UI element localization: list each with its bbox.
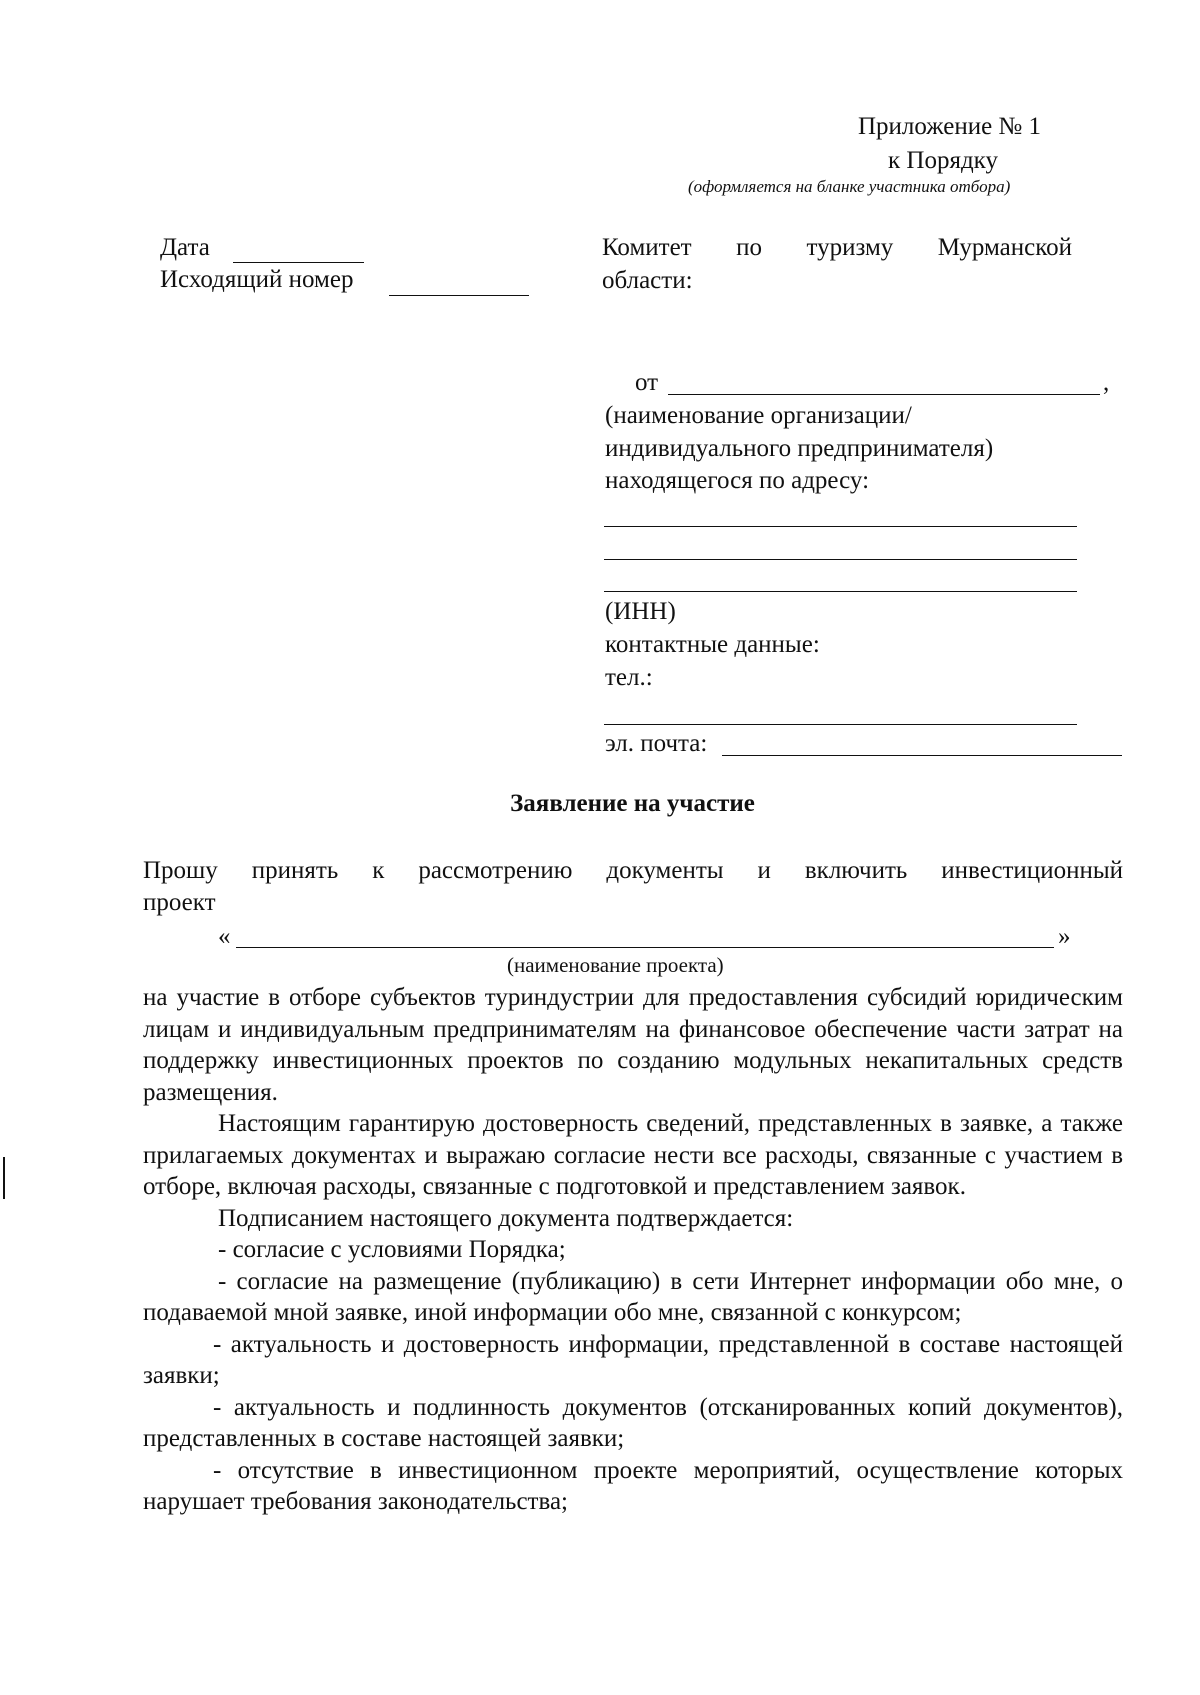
comma: , xyxy=(1103,369,1110,396)
quote-close: » xyxy=(1058,923,1071,950)
list-item: - согласие с условиями Порядка; xyxy=(218,1236,566,1263)
project-name-line[interactable] xyxy=(236,947,1054,948)
address-line-3[interactable] xyxy=(604,591,1077,592)
contacts-label: контактные данные: xyxy=(605,631,820,658)
inn-label: (ИНН) xyxy=(605,598,676,625)
project-caption: (наименование проекта) xyxy=(507,953,724,977)
list-item: - актуальность и достоверность информации, представленной в составе настоящей заявки; xyxy=(143,1330,1123,1389)
sender-name-line[interactable] xyxy=(668,394,1100,395)
document-title: Заявление на участие xyxy=(510,790,755,817)
phone-field-line[interactable] xyxy=(604,724,1077,725)
body-text xyxy=(143,982,1123,1518)
name-caption-2: индивидуального предпринимателя) xyxy=(605,435,994,462)
addressee-line2: области: xyxy=(602,267,693,294)
addressee-line1 xyxy=(602,233,1072,263)
paragraph-confirmation: Подписанием настоящего документа подтверждается: xyxy=(218,1204,794,1232)
list-item: - актуальность и подлинность документов (отсканированных копий документов), представленных в составе настоящей заявки; xyxy=(143,1393,1123,1452)
address-label: находящегося по адресу: xyxy=(605,467,870,494)
email-label: эл. почта: xyxy=(605,730,708,757)
addressee-word: туризму xyxy=(806,234,894,261)
addressee-word: по xyxy=(736,234,762,261)
email-field-line[interactable] xyxy=(722,755,1122,756)
appendix-number: Приложение № 1 xyxy=(858,113,1042,140)
address-line-2[interactable] xyxy=(604,559,1077,560)
date-label: Дата xyxy=(160,234,210,261)
paragraph-purpose: на участие в отборе субъектов туриндустрии для предоставления субсидий юридическим лицам и индивидуальным предпринимателям на финансовое обеспечение части затрат на поддержку инвестиционных проектов по созданию модульных некапитальных средств размещения. xyxy=(143,984,1123,1106)
paragraph-guarantee: Настоящим гарантирую достоверность сведений, представленных в заявке, а также прилагаемых документах и выражаю согласие нести все расходы, связанные с участием в отборе, включая расходы, связанные с подготовкой и представлением заявок. xyxy=(143,1110,1123,1200)
from-label: от xyxy=(635,369,659,396)
outgoing-number-label: Исходящий номер xyxy=(160,266,354,293)
name-caption-1: (наименование организации/ xyxy=(605,402,912,429)
list-item: - отсутствие в инвестиционном проекте мероприятий, осуществление которых нарушает требования законодательства; xyxy=(143,1456,1123,1515)
request-line-1: Прошу принять к рассмотрению документы и включить инвестиционный xyxy=(143,857,1123,884)
outgoing-number-field-line[interactable] xyxy=(389,295,529,296)
addressee-word: Комитет xyxy=(602,234,692,261)
phone-label: тел.: xyxy=(605,664,653,691)
request-line-2: проект xyxy=(143,889,216,916)
scan-margin-mark xyxy=(3,1157,5,1199)
list-item: - согласие на размещение (публикацию) в сети Интернет информации обо мне, о подаваемой мной заявке, иной информации обо мне, связанной с конкурсом; xyxy=(143,1267,1123,1326)
addressee-word: Мурманской xyxy=(937,234,1072,261)
form-note: (оформляется на бланке участника отбора) xyxy=(688,177,1011,196)
address-line-1[interactable] xyxy=(604,526,1077,527)
order-reference: к Порядку xyxy=(888,147,998,174)
date-field-line[interactable] xyxy=(233,262,364,263)
quote-open: « xyxy=(218,923,231,950)
